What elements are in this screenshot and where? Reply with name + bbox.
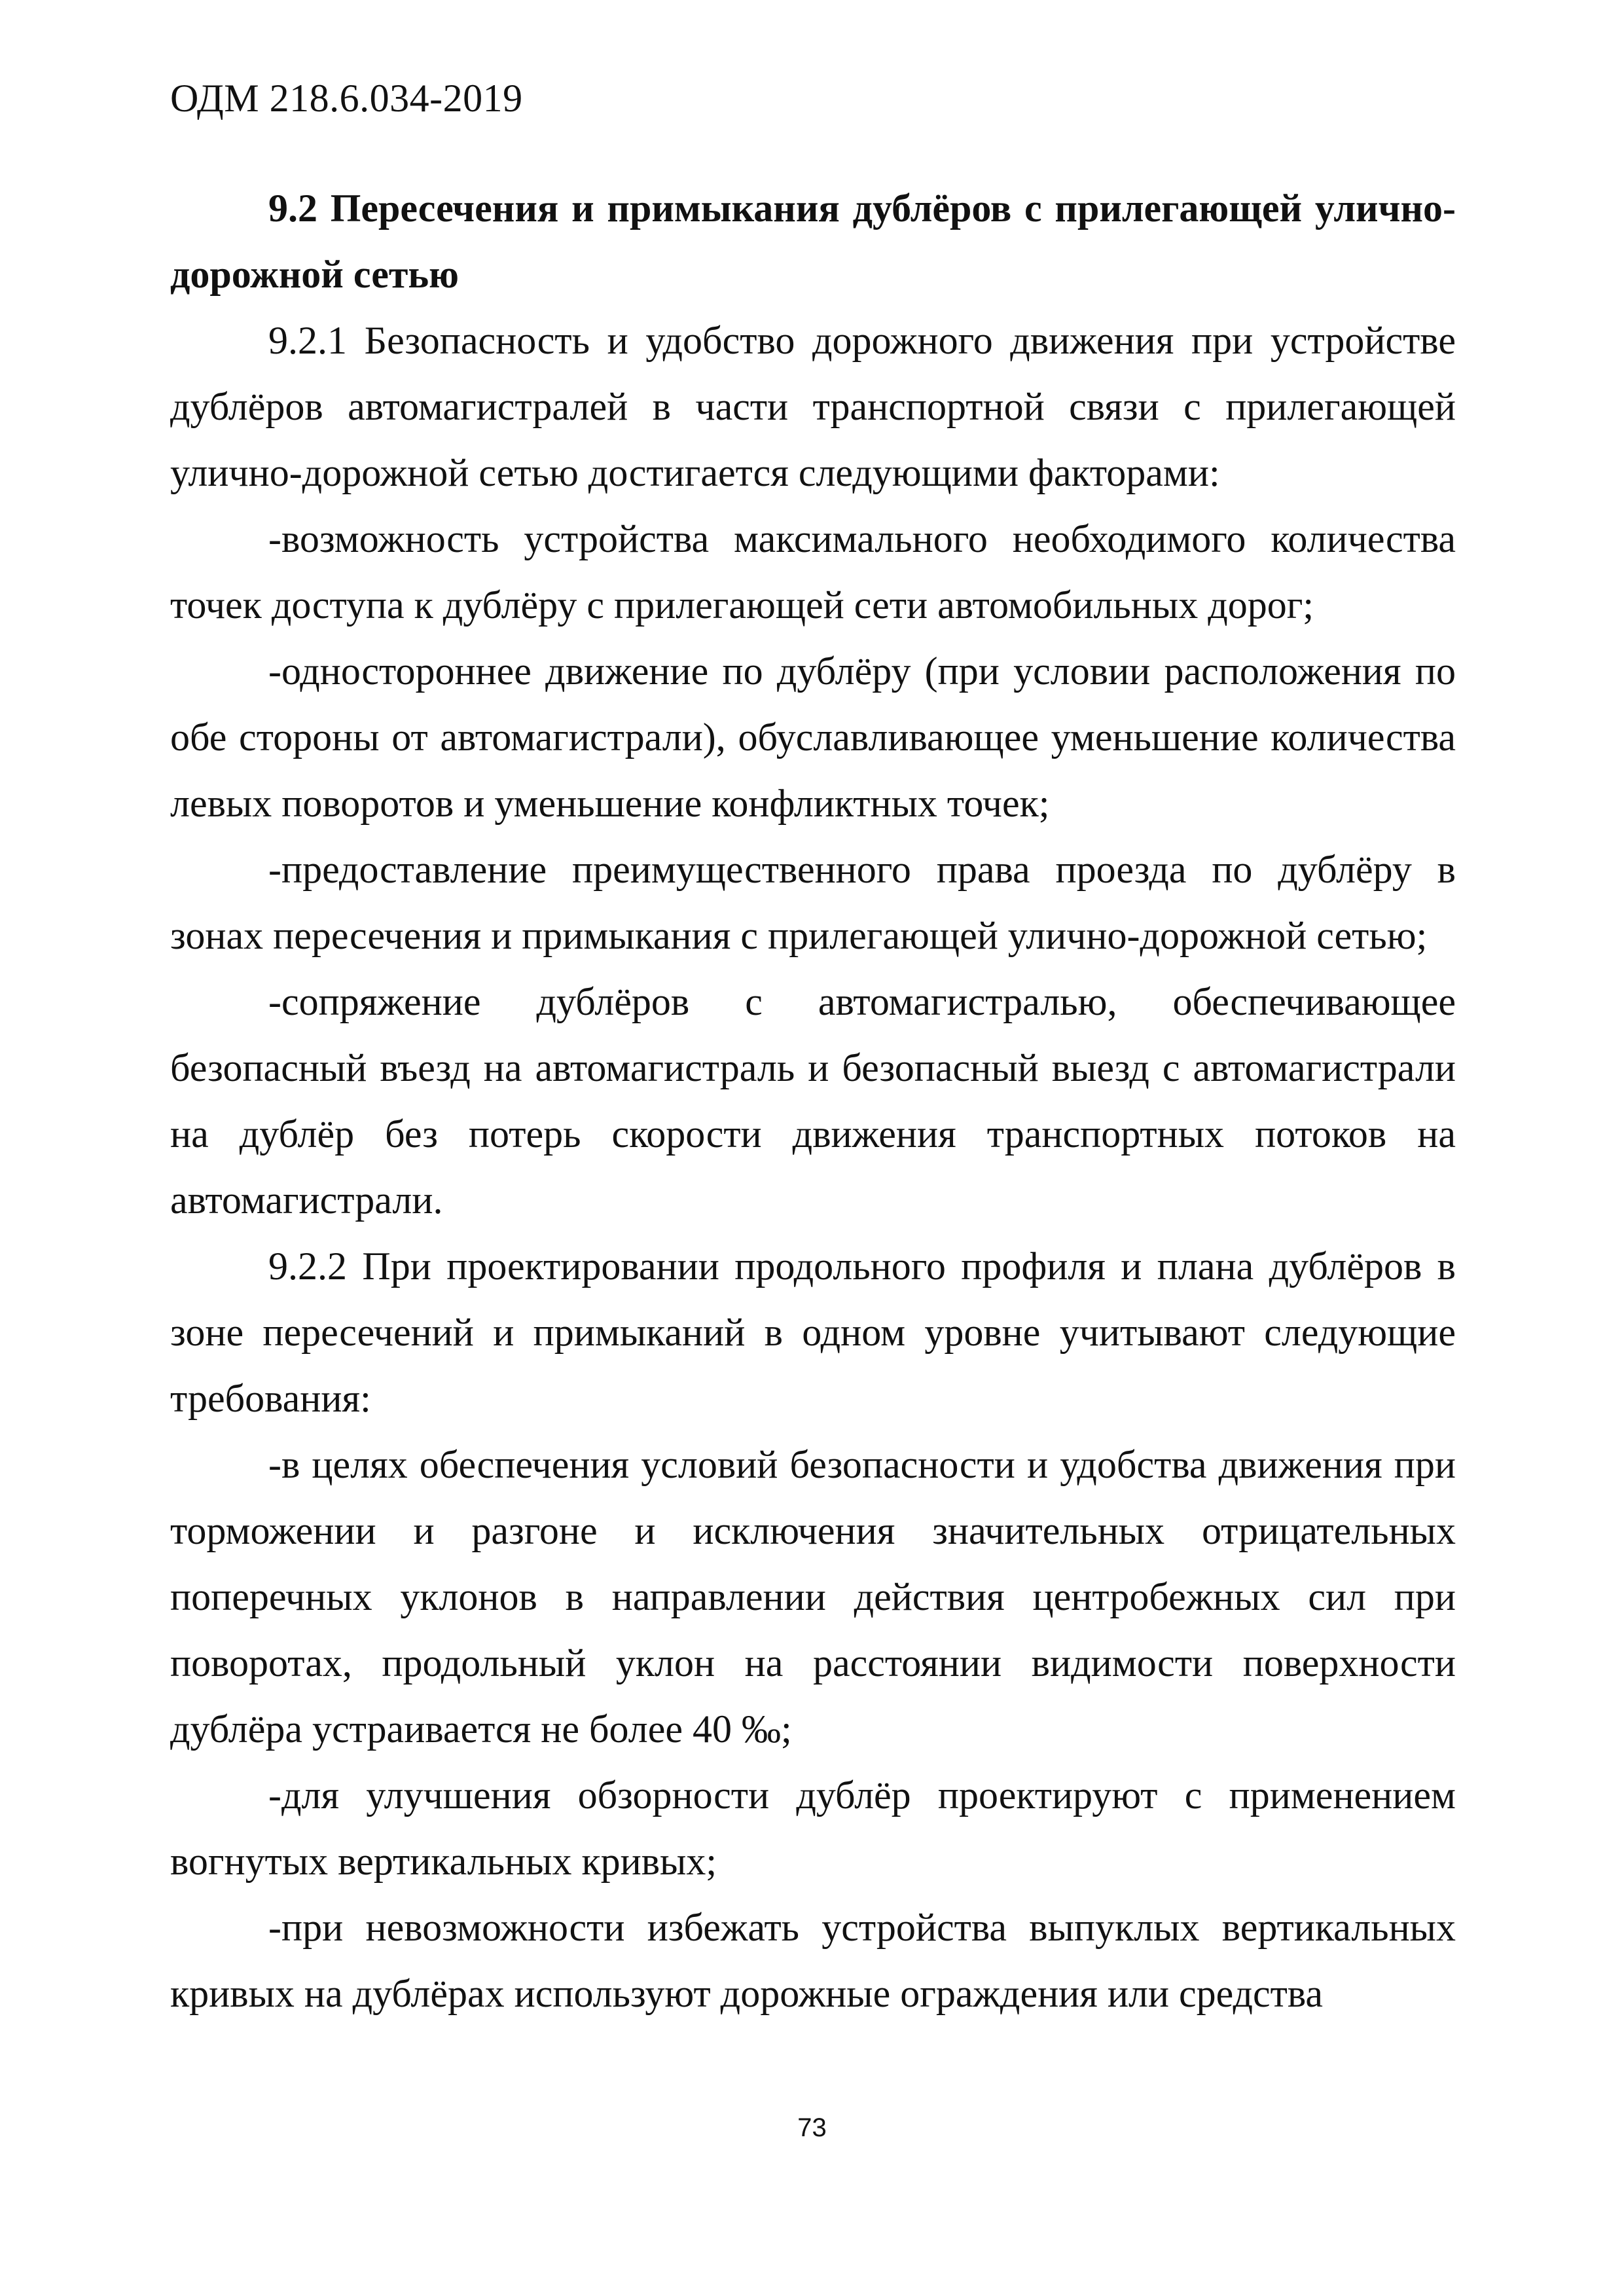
list-item-convex-curves: -при невозможности избежать устройства выпуклых вертикальных кривых на дублёрах используют дорожные ограждения или средства xyxy=(170,1906,1456,2015)
list-item-access-points: -возможность устройства максимального необходимого количества точек доступа к дублёру с прилегающей сети автомобильных дорог; xyxy=(170,517,1456,627)
document-body xyxy=(170,175,1456,2027)
list-item-priority-right: -предоставление преимущественного права проезда по дублёру в зонах пересечения и примыкания с прилегающей улично-дорожной сетью; xyxy=(170,848,1456,957)
paragraph-9-2-1: 9.2.1 Безопасность и удобство дорожного движения при устройстве дублёров автомагистралей в части транспортной связи с прилегающей улично-дорожной сетью достигается следующими факторами: xyxy=(170,319,1456,494)
list-item-longitudinal-slope: -в целях обеспечения условий безопасности и удобства движения при торможении и разгоне и исключения значительных отрицательных поперечных уклонов в направлении действия центробежных сил при поворотах, продольный уклон на расстоянии видимости поверхности дублёра устраивается не более 40 ‰; xyxy=(170,1443,1456,1751)
page-number: 73 xyxy=(797,2113,827,2142)
paragraph-9-2-2: 9.2.2 При проектировании продольного профиля и плана дублёров в зоне пересечений и примыканий в одном уровне учитывают следующие требования: xyxy=(170,1245,1456,1420)
document-code: ОДМ 218.6.034-2019 xyxy=(170,77,523,120)
list-item-concave-curves: -для улучшения обзорности дублёр проектируют с применением вогнутых вертикальных кривых; xyxy=(170,1774,1456,1883)
list-item-one-way-traffic: -одностороннее движение по дублёру (при условии расположения по обе стороны от автомагистрали), обуславливающее уменьшение количества левых поворотов и уменьшение конфликтных точек; xyxy=(170,649,1456,825)
list-item-connection: -сопряжение дублёров с автомагистралью, обеспечивающее безопасный въезд на автомагистраль и безопасный выезд с автомагистрали на дублёр без потерь скорости движения транспортных потоков на автомагистрали. xyxy=(170,980,1456,1222)
section-heading: 9.2 Пересечения и примыкания дублёров с прилегающей улично-дорожной сетью xyxy=(170,187,1456,296)
